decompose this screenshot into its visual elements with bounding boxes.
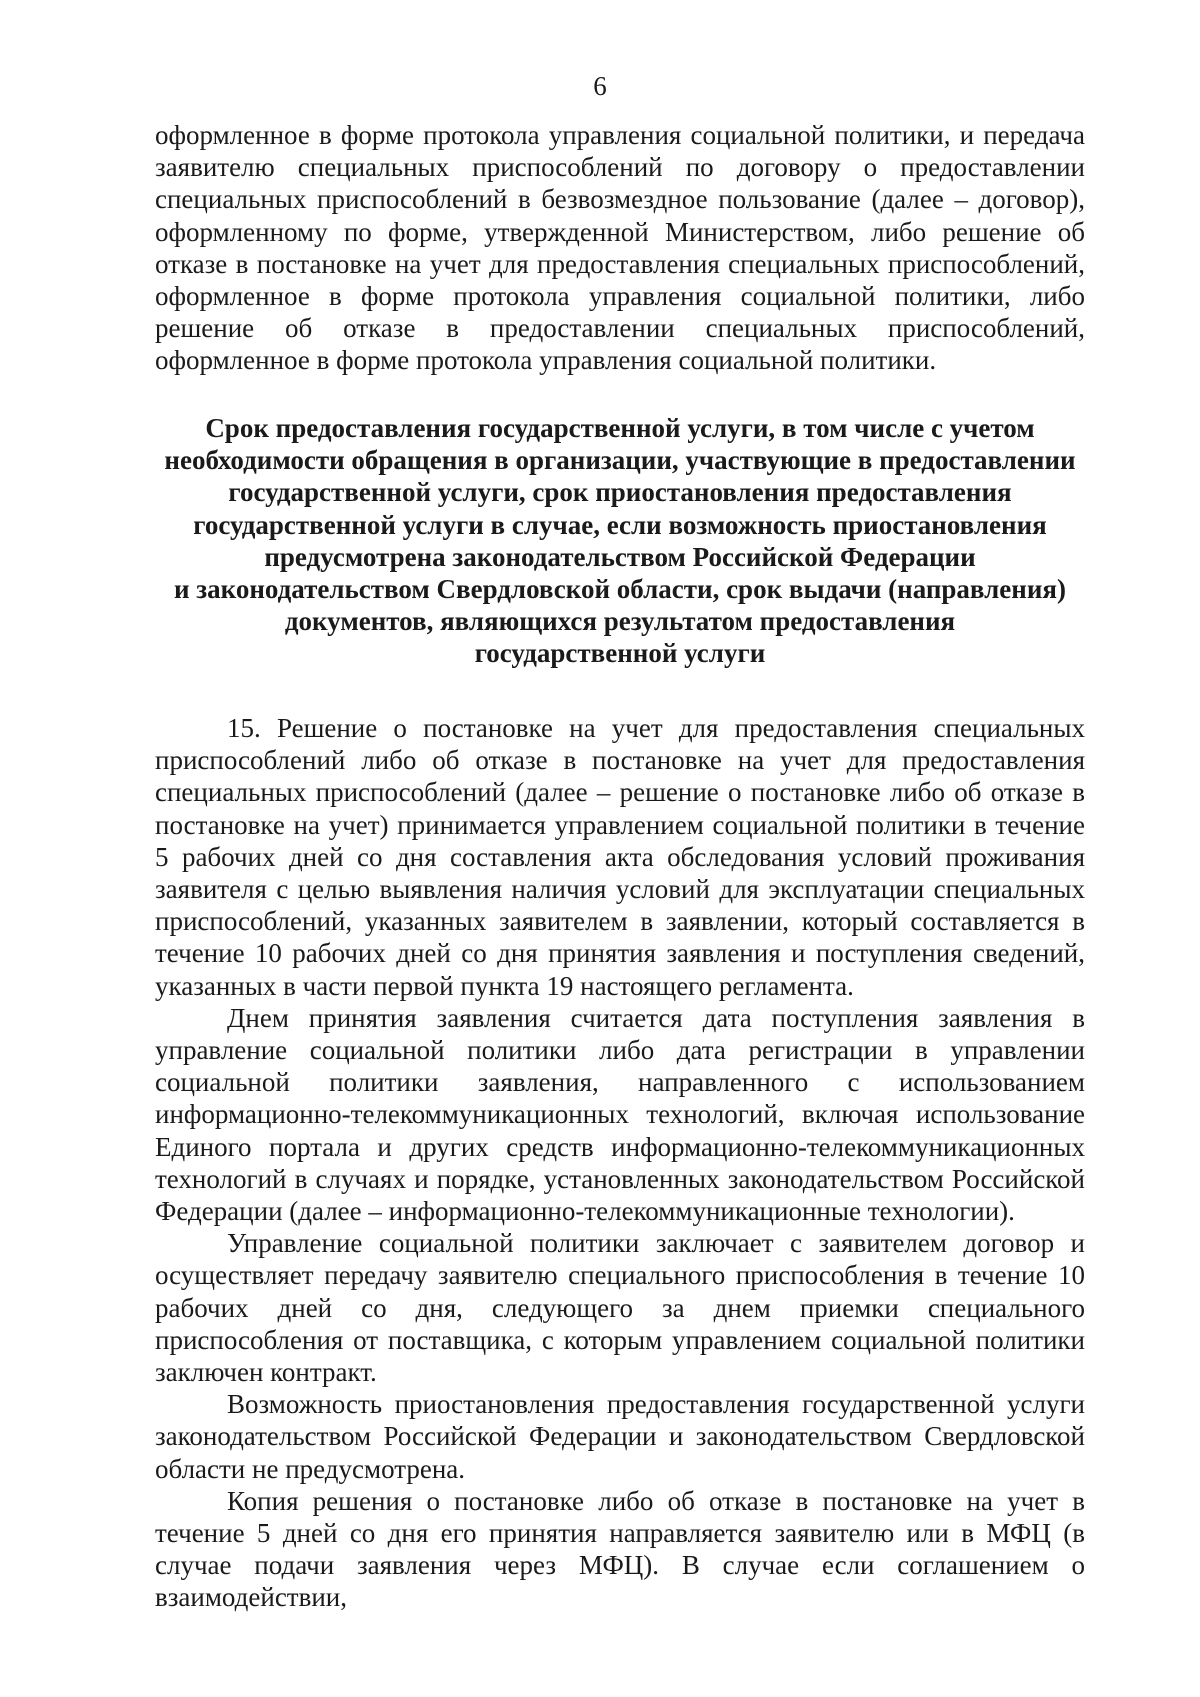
heading-line: государственной услуги в случае, если возможность приостановления xyxy=(193,509,1047,540)
paragraph-contract: Управление социальной политики заключает с заявителем договор и осуществляет передачу заявителю специального приспособления в течение 10 рабочих дней со дня, следующего за днем приемки специального приспособления от поставщика, с которым управлением социальной политики заключен контракт. xyxy=(155,1228,1085,1388)
heading-line: необходимости обращения в организации, участвующие в предоставлении xyxy=(164,445,1076,476)
paragraph-15: 15. Решение о постановке на учет для предоставления специальных приспособлений либо об отказе в постановке на учет для предоставления специальных приспособлений (далее – решение о постановке либо об отказе в постановке на учет) принимается управлением социальной политики в течение 5 рабочих дней со дня составления акта обследования условий проживания заявителя с целью выявления наличия условий для эксплуатации специальных приспособлений, указанных заявителем в заявлении, который составляется в течение 10 рабочих дней со дня принятия заявления и поступления сведений, указанных в части первой пункта 19 настоящего регламента. xyxy=(155,713,1085,1001)
paragraph-acceptance-date: Днем принятия заявления считается дата поступления заявления в управление социальной политики либо дата регистрации в управлении социальной политики заявления, направленного с использованием информационно-телекоммуникационных технологий, включая использование Единого портала и других средств информационно-телекоммуникационных технологий в случаях и порядке, установленных законодательством Российской Федерации (далее – информационно-телекоммуникационные технологии). xyxy=(155,1002,1085,1227)
heading-line: Срок предоставления государственной услуги, в том числе с учетом xyxy=(205,413,1035,443)
paragraph-decision-copy: Копия решения о постановке либо об отказе в постановке на учет в течение 5 дней со дня его принятия направляется заявителю или в МФЦ (в случае подачи заявления через МФЦ). В случае если соглашением о взаимодействии, xyxy=(155,1485,1085,1613)
heading-line: предусмотрена законодательством Российской Федерации xyxy=(264,541,976,572)
paragraph-suspension: Возможность приостановления предоставления государственной услуги законодательством Российской Федерации и законодательством Свердловской области не предусмотрена. xyxy=(155,1389,1085,1484)
heading-line: документов, являющихся результатом предоставления xyxy=(284,606,956,637)
heading-line: государственной услуги, срок приостановления предоставления xyxy=(228,477,1012,508)
section-heading xyxy=(155,412,1085,670)
heading-line: и законодательством Свердловской области, срок выдачи (направления) xyxy=(174,574,1066,605)
heading-line: государственной услуги xyxy=(474,638,766,669)
page-number: 6 xyxy=(593,71,607,101)
intro-block xyxy=(155,119,1085,377)
intro-paragraph: оформленное в форме протокола управления социальной политики, и передача заявителю специальных приспособлений по договору о предоставлении специальных приспособлений в безвозмездное пользование (далее – договор), оформленному по форме, утвержденной Министерством, либо решение об отказе в постановке на учет для предоставления специальных приспособлений, оформленное в форме протокола управления социальной политики, либо решение об отказе в предоставлении специальных приспособлений, оформленное в форме протокола управления социальной политики. xyxy=(155,120,1085,376)
section-body xyxy=(155,712,1085,1614)
